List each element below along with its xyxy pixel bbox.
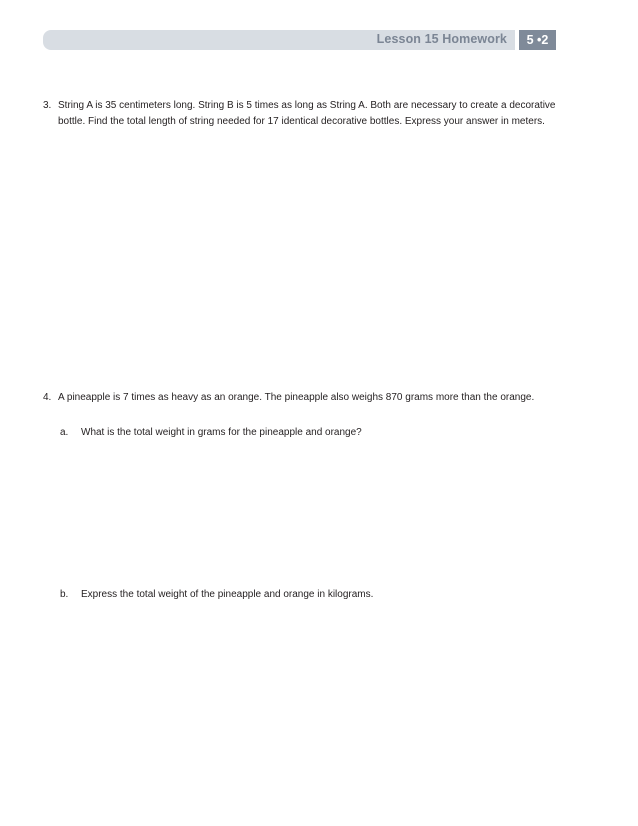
- problem-3: [43, 98, 563, 130]
- problem-text: A pineapple is 7 times as heavy as an orange. The pineapple also weighs 870 grams more than the orange.: [58, 392, 535, 403]
- part-text: Express the total weight of the pineapple and orange in kilograms.: [81, 589, 374, 600]
- problem-4-part-b: [43, 587, 563, 603]
- lesson-title: Lesson 15 Homework: [376, 32, 507, 46]
- problem-4: [43, 390, 563, 406]
- part-letter: b.: [60, 589, 69, 600]
- problem-text: String A is 35 centimeters long. String B is 5 times as long as String A. Both are necessary to create a decorative bottle. Find the total length of string needed for 17 identical decorative bottles. Express your answer in meters.: [58, 100, 556, 127]
- problem-number: 4.: [43, 392, 52, 403]
- lesson-header-bar: [43, 30, 515, 50]
- problem-number: 3.: [43, 100, 52, 111]
- problem-4-part-a: [43, 425, 563, 441]
- module-badge: 5 •2: [519, 30, 556, 50]
- part-text: What is the total weight in grams for the pineapple and orange?: [81, 427, 362, 438]
- part-letter: a.: [60, 427, 69, 438]
